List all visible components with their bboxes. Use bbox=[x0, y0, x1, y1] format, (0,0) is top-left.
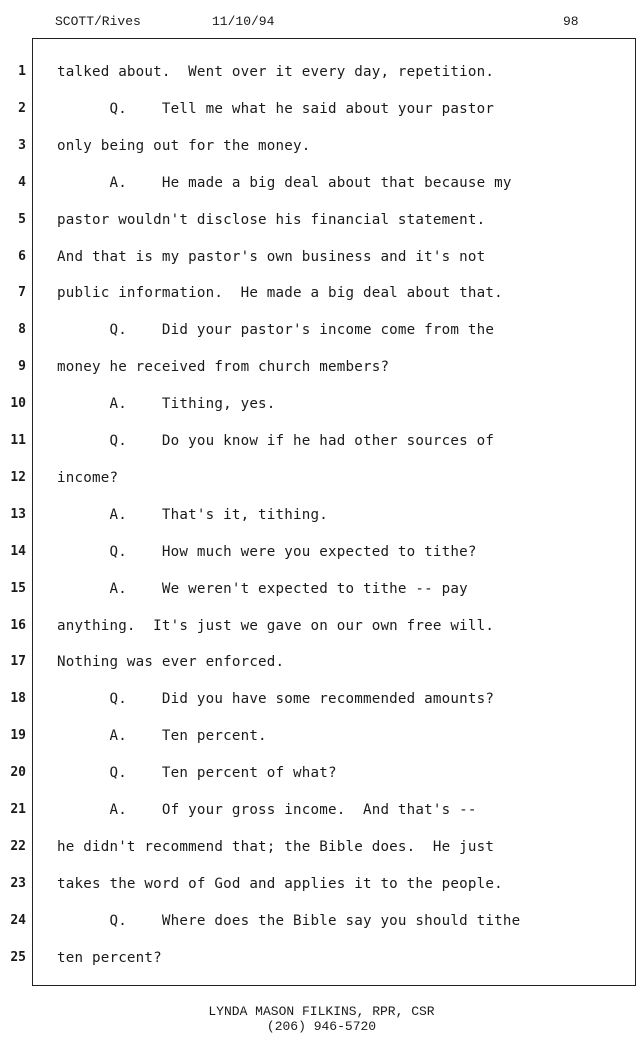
line-number: 11 bbox=[10, 433, 26, 448]
line-text: A. He made a big deal about that because my bbox=[57, 174, 512, 191]
transcript-line bbox=[0, 357, 643, 387]
line-number: 17 bbox=[10, 654, 26, 670]
page-number: 98 bbox=[563, 14, 579, 29]
line-text: only being out for the money. bbox=[57, 137, 311, 154]
line-number: 21 bbox=[10, 802, 26, 817]
transcript-line bbox=[0, 652, 643, 682]
transcript-line bbox=[0, 542, 643, 572]
line-number: 12 bbox=[10, 469, 26, 485]
transcript-line bbox=[0, 874, 643, 904]
line-text: Q. Do you know if he had other sources of bbox=[57, 433, 495, 449]
transcript-line bbox=[0, 136, 643, 166]
transcript-line bbox=[0, 210, 643, 240]
transcript-line bbox=[0, 911, 643, 941]
line-text: talked about. Went over it every day, repetition. bbox=[57, 64, 495, 80]
line-number: 24 bbox=[10, 912, 26, 928]
reporter-phone: (206) 946-5720 bbox=[266, 1019, 377, 1034]
transcript-line bbox=[0, 320, 643, 350]
line-text: A. That's it, tithing. bbox=[57, 506, 328, 523]
line-number: 2 bbox=[18, 100, 26, 116]
line-text: income? bbox=[57, 469, 119, 486]
page-footer bbox=[0, 1004, 643, 1034]
line-number: 20 bbox=[10, 765, 26, 781]
transcript-line bbox=[0, 431, 643, 461]
transcript-line bbox=[0, 800, 643, 830]
line-number: 9 bbox=[18, 359, 26, 375]
transcript-line bbox=[0, 468, 643, 498]
line-number: 7 bbox=[18, 285, 26, 301]
transcript-line bbox=[0, 579, 643, 609]
line-number: 14 bbox=[10, 543, 26, 559]
transcript-line bbox=[0, 173, 643, 203]
transcript-line bbox=[0, 283, 643, 313]
line-text: A. We weren't expected to tithe -- pay bbox=[57, 580, 468, 597]
transcript-line bbox=[0, 689, 643, 719]
page-header bbox=[0, 14, 643, 34]
case-name: SCOTT/Rives bbox=[55, 14, 141, 29]
line-text: Q. Did your pastor's income come from the bbox=[57, 322, 495, 339]
transcript-line bbox=[0, 62, 643, 92]
transcript-line bbox=[0, 394, 643, 424]
line-number: 8 bbox=[18, 322, 26, 338]
line-text: Q. Ten percent of what? bbox=[57, 765, 337, 782]
transcript-line bbox=[0, 616, 643, 646]
line-number: 13 bbox=[10, 506, 26, 522]
line-number: 5 bbox=[18, 211, 26, 227]
line-number: 15 bbox=[10, 580, 26, 596]
line-number: 3 bbox=[18, 137, 26, 153]
line-text: pastor wouldn't disclose his financial statement. bbox=[57, 211, 486, 228]
line-number: 6 bbox=[18, 248, 26, 264]
transcript-line bbox=[0, 505, 643, 535]
line-text: Q. Did you have some recommended amounts? bbox=[57, 691, 495, 708]
line-number: 23 bbox=[10, 875, 26, 891]
line-number: 4 bbox=[18, 174, 26, 190]
line-text: A. Ten percent. bbox=[57, 728, 267, 745]
transcript-line bbox=[0, 99, 643, 129]
line-text: takes the word of God and applies it to the people. bbox=[57, 875, 503, 892]
line-text: Q. Where does the Bible say you should tithe bbox=[57, 912, 521, 929]
line-number: 10 bbox=[10, 396, 26, 412]
line-text: ten percent? bbox=[57, 949, 162, 966]
line-text: A. Tithing, yes. bbox=[57, 396, 276, 413]
line-text: money he received from church members? bbox=[57, 359, 390, 376]
line-number: 22 bbox=[10, 838, 26, 854]
line-text: Q. How much were you expected to tithe? bbox=[57, 543, 477, 560]
line-text: Q. Tell me what he said about your pastor bbox=[57, 100, 495, 117]
transcript-line bbox=[0, 726, 643, 756]
line-number: 1 bbox=[18, 64, 26, 79]
transcript-line bbox=[0, 948, 643, 978]
line-number: 16 bbox=[10, 617, 26, 633]
line-text: public information. He made a big deal about that. bbox=[57, 285, 503, 302]
transcript-line bbox=[0, 837, 643, 867]
transcript-line bbox=[0, 763, 643, 793]
transcript-date: 11/10/94 bbox=[212, 14, 275, 29]
transcript-line bbox=[0, 247, 643, 277]
line-number: 19 bbox=[10, 728, 26, 744]
line-text: A. Of your gross income. And that's -- bbox=[57, 802, 477, 818]
line-number: 18 bbox=[10, 691, 26, 707]
line-text: Nothing was ever enforced. bbox=[57, 654, 285, 671]
reporter-name: LYNDA MASON FILKINS, RPR, CSR bbox=[208, 1004, 435, 1019]
line-text: anything. It's just we gave on our own free will. bbox=[57, 617, 495, 634]
line-number: 25 bbox=[10, 949, 26, 965]
line-text: And that is my pastor's own business and it's not bbox=[57, 248, 486, 265]
line-text: he didn't recommend that; the Bible does. He just bbox=[57, 838, 495, 855]
